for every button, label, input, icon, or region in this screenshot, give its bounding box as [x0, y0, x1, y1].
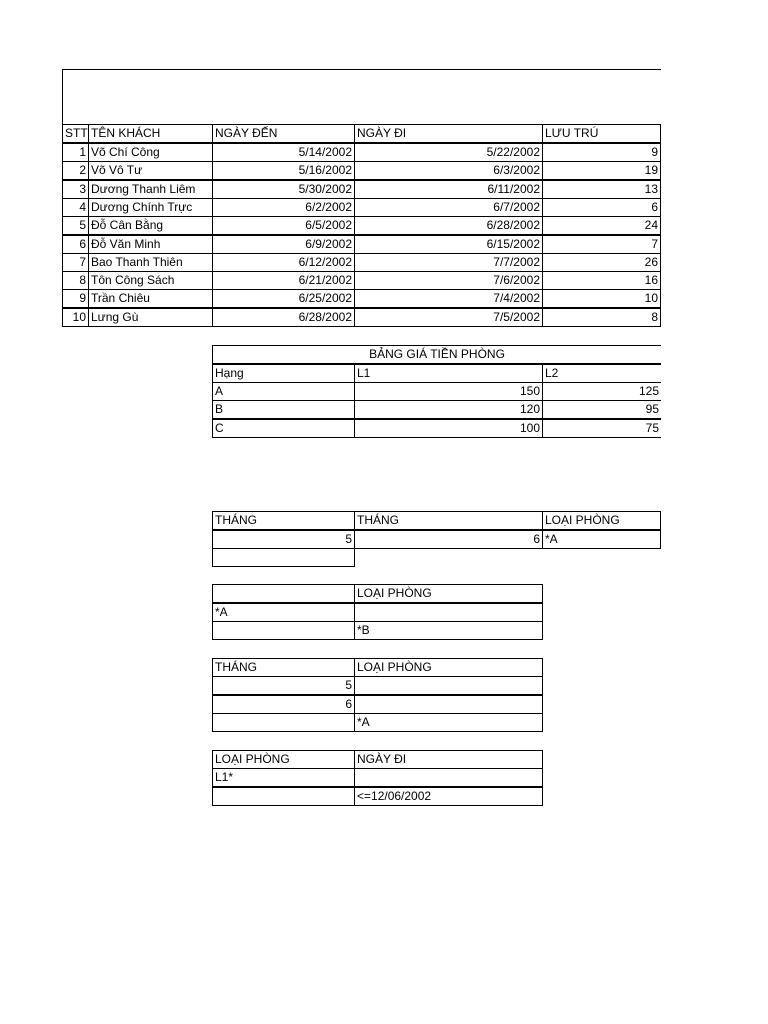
cell-stay: 19	[542, 161, 661, 180]
cell-depart: 6/15/2002	[354, 235, 543, 254]
criteria1-value-2: 6	[354, 530, 543, 549]
cell-name: Võ Chí Công	[88, 143, 213, 162]
criteria2-r1c2	[354, 603, 543, 622]
criteria1-empty	[212, 548, 355, 567]
cell-stay: 10	[542, 289, 661, 308]
criteria3-r3c2: *A	[354, 713, 543, 732]
criteria4-header-2: NGÀY ĐI	[354, 750, 543, 769]
price-cell-rank: C	[212, 419, 355, 438]
cell-name: Trần Chiêu	[88, 289, 213, 308]
criteria2-r2c1	[212, 621, 355, 640]
price-cell-l1: 120	[354, 400, 543, 419]
cell-stay: 26	[542, 253, 661, 272]
cell-arrive: 6/12/2002	[212, 253, 355, 272]
title-area	[62, 69, 661, 125]
criteria3-r2c1: 6	[212, 695, 355, 714]
criteria3-r1c1: 5	[212, 676, 355, 695]
cell-depart: 7/5/2002	[354, 308, 543, 327]
cell-name: Lưng Gù	[88, 308, 213, 327]
price-header-l1: L1	[354, 364, 543, 383]
cell-stt: 7	[62, 253, 89, 272]
criteria4-r1c2	[354, 768, 543, 787]
cell-arrive: 6/28/2002	[212, 308, 355, 327]
price-cell-l1: 150	[354, 382, 543, 401]
criteria4-r2c1	[212, 787, 355, 806]
criteria3-r2c2	[354, 695, 543, 714]
cell-stt: 10	[62, 308, 89, 327]
criteria3-header-1: THÁNG	[212, 658, 355, 677]
price-header-rank: Hạng	[212, 364, 355, 383]
price-cell-l2: 75	[542, 419, 661, 438]
cell-stay: 9	[542, 143, 661, 162]
criteria4-r1c1: L1*	[212, 768, 355, 787]
cell-depart: 5/22/2002	[354, 143, 543, 162]
price-cell-l2: 125	[542, 382, 661, 401]
criteria4-header-1: LOẠI PHÒNG	[212, 750, 355, 769]
cell-arrive: 6/2/2002	[212, 198, 355, 217]
cell-arrive: 5/30/2002	[212, 180, 355, 199]
criteria3-r1c2	[354, 676, 543, 695]
criteria2-header-2: LOẠI PHÒNG	[354, 584, 543, 603]
cell-stt: 3	[62, 180, 89, 199]
cell-arrive: 6/25/2002	[212, 289, 355, 308]
criteria2-r1c1: *A	[212, 603, 355, 622]
cell-stay: 16	[542, 271, 661, 290]
cell-name: Dương Thanh Liêm	[88, 180, 213, 199]
cell-stt: 4	[62, 198, 89, 217]
cell-name: Tôn Công Sách	[88, 271, 213, 290]
cell-name: Đỗ Văn Minh	[88, 235, 213, 254]
cell-name: Đỗ Cân Bằng	[88, 216, 213, 235]
price-cell-l2: 95	[542, 400, 661, 419]
cell-depart: 7/6/2002	[354, 271, 543, 290]
cell-arrive: 6/9/2002	[212, 235, 355, 254]
cell-stt: 5	[62, 216, 89, 235]
header-stt: STT	[62, 124, 89, 143]
cell-stt: 9	[62, 289, 89, 308]
criteria3-header-2: LOẠI PHÒNG	[354, 658, 543, 677]
cell-depart: 7/4/2002	[354, 289, 543, 308]
cell-stt: 1	[62, 143, 89, 162]
cell-depart: 6/11/2002	[354, 180, 543, 199]
cell-stay: 6	[542, 198, 661, 217]
cell-stt: 6	[62, 235, 89, 254]
criteria1-header-3: LOẠI PHÒNG	[542, 511, 661, 530]
price-cell-l1: 100	[354, 419, 543, 438]
cell-arrive: 5/16/2002	[212, 161, 355, 180]
cell-arrive: 5/14/2002	[212, 143, 355, 162]
cell-stt: 8	[62, 271, 89, 290]
cell-arrive: 6/5/2002	[212, 216, 355, 235]
header-depart: NGÀY ĐI	[354, 124, 543, 143]
cell-depart: 6/3/2002	[354, 161, 543, 180]
criteria2-r2c2: *B	[354, 621, 543, 640]
price-table-title: BẢNG GIÁ TIỀN PHÒNG	[212, 345, 661, 364]
price-cell-rank: A	[212, 382, 355, 401]
criteria2-header-1	[212, 584, 355, 603]
criteria1-header-1: THÁNG	[212, 511, 355, 530]
header-name: TÊN KHÁCH	[88, 124, 213, 143]
header-stay: LƯU TRÚ	[542, 124, 661, 143]
header-arrive: NGÀY ĐẾN	[212, 124, 355, 143]
criteria1-value-1: 5	[212, 530, 355, 549]
cell-stay: 13	[542, 180, 661, 199]
cell-stt: 2	[62, 161, 89, 180]
cell-name: Võ Vô Tư	[88, 161, 213, 180]
cell-name: Bao Thanh Thiên	[88, 253, 213, 272]
price-header-l2: L2	[542, 364, 661, 383]
criteria1-header-2: THÁNG	[354, 511, 543, 530]
cell-arrive: 6/21/2002	[212, 271, 355, 290]
price-cell-rank: B	[212, 400, 355, 419]
cell-stay: 24	[542, 216, 661, 235]
cell-depart: 6/28/2002	[354, 216, 543, 235]
criteria3-r3c1	[212, 713, 355, 732]
cell-depart: 6/7/2002	[354, 198, 543, 217]
cell-stay: 8	[542, 308, 661, 327]
criteria4-r2c2: <=12/06/2002	[354, 787, 543, 806]
cell-name: Dương Chính Trực	[88, 198, 213, 217]
cell-depart: 7/7/2002	[354, 253, 543, 272]
cell-stay: 7	[542, 235, 661, 254]
criteria1-value-3: *A	[542, 530, 661, 549]
